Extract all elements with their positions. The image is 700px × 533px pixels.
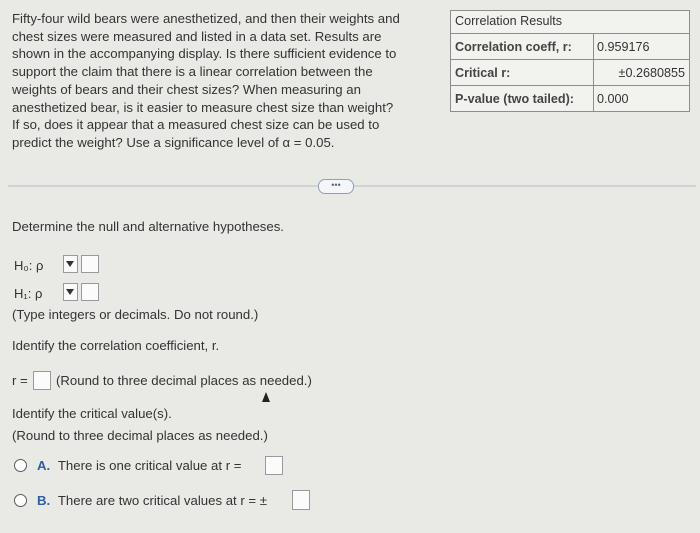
h1-operator-dropdown[interactable] (63, 283, 78, 301)
question-text (12, 10, 432, 152)
question-line: anesthetized bear, is it easier to measure chest size than weight? (12, 99, 394, 115)
results-row-label: Critical r: (455, 65, 511, 80)
h0-label: H₀: ρ (14, 258, 44, 273)
option-b-radio[interactable] (14, 494, 27, 507)
results-row-value: 0.959176 (593, 34, 689, 59)
option-b (37, 493, 267, 508)
hypotheses-note: (Type integers or decimals. Do not round.) (12, 307, 259, 322)
question-line: chest sizes were measured and listed in a data set. Results are (12, 28, 382, 44)
results-row-value: 0.000 (593, 86, 689, 111)
option-a-radio[interactable] (14, 459, 27, 472)
question-line: weights of bears and their chest sizes? When measuring an (12, 81, 361, 97)
results-row-value: ±0.2680855 (593, 60, 689, 85)
option-b-letter: B. (37, 493, 51, 508)
coeff-prompt: Identify the correlation coefficient, r. (12, 338, 220, 353)
r-value-input[interactable] (33, 371, 51, 390)
correlation-results-table (450, 10, 690, 112)
h1-label: H₁: ρ (14, 286, 43, 301)
option-a-input[interactable] (265, 456, 283, 475)
question-line: support the claim that there is a linear correlation between the (12, 64, 373, 80)
results-row-label: P-value (two tailed): (455, 91, 574, 106)
option-b-input[interactable] (292, 490, 310, 510)
coeff-note: (Round to three decimal places as needed.) (56, 373, 312, 388)
mouse-cursor-icon (262, 392, 270, 402)
question-line: predict the weight? Use a significance level of α = 0.05. (12, 134, 335, 150)
results-row (451, 60, 689, 86)
results-row-label: Correlation coeff, r: (455, 39, 572, 54)
critical-note: (Round to three decimal places as needed.) (12, 428, 268, 443)
option-a (37, 458, 241, 473)
h0-operator-dropdown[interactable] (63, 255, 78, 273)
question-line: shown in the accompanying display. Is there sufficient evidence to (12, 46, 397, 62)
hypotheses-prompt: Determine the null and alternative hypotheses. (12, 219, 284, 234)
critical-prompt: Identify the critical value(s). (12, 406, 172, 421)
question-line: If so, does it appear that a measured chest size can be used to (12, 117, 380, 133)
h1-value-input[interactable] (81, 283, 99, 301)
results-row (451, 34, 689, 60)
results-title: Correlation Results (451, 11, 689, 34)
option-a-letter: A. (37, 458, 51, 473)
r-label: r = (12, 373, 28, 388)
question-line: Fifty-four wild bears were anesthetized, and then their weights and (12, 11, 400, 26)
option-b-text: There are two critical values at r = ± (57, 493, 268, 508)
results-row (451, 86, 689, 111)
expand-more-button[interactable]: ••• (318, 179, 354, 194)
h0-value-input[interactable] (81, 255, 99, 273)
option-a-text: There is one critical value at r = (57, 458, 242, 473)
